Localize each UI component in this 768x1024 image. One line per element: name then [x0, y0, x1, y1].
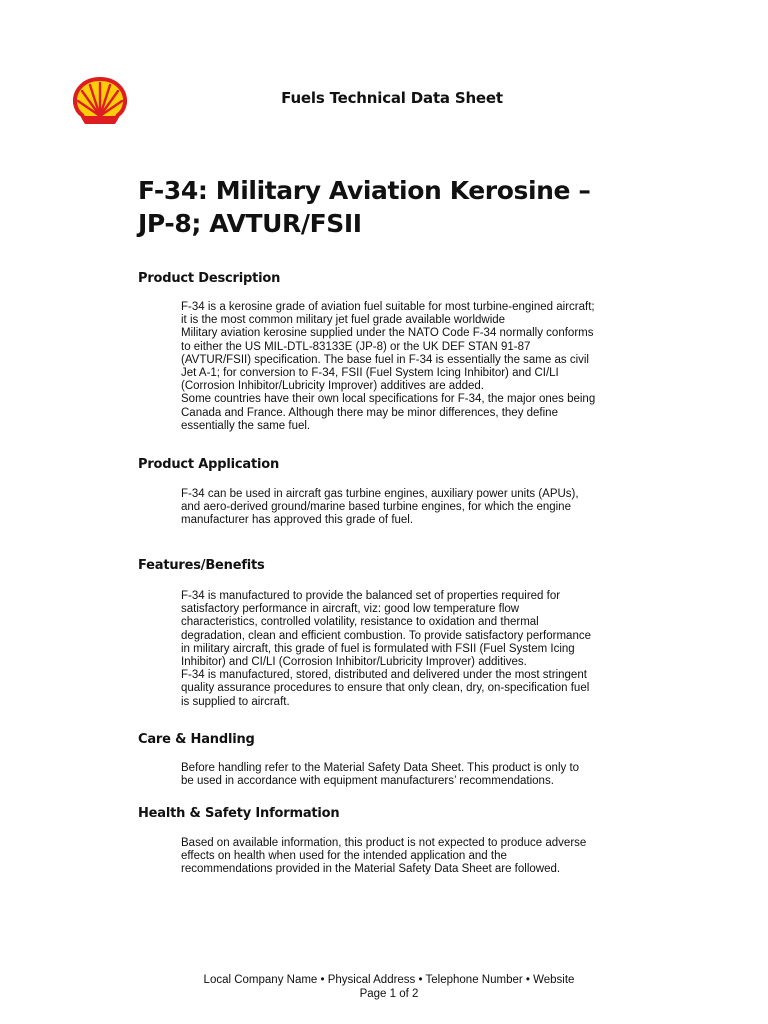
section-care-handling [138, 732, 638, 788]
text-line: F-34 is manufactured to provide the balanced set of properties required for [181, 590, 561, 602]
text-line: (Corrosion Inhibitor/Lubricity Improver) additives are added. [181, 380, 484, 393]
document-title [138, 174, 698, 240]
text-line: Before handling refer to the Material Safety Data Sheet. This product is only to [181, 762, 580, 774]
section-heading: Care & Handling [138, 732, 255, 747]
page-footer [0, 973, 768, 1001]
text-line: satisfactory performance in aircraft, viz: good low temperature flow [181, 603, 520, 616]
text-line: Based on available information, this product is not expected to produce adverse [181, 837, 587, 849]
section-health-safety [138, 806, 638, 877]
text-line: and aero-derived ground/marine based turbine engines, for which the engine [181, 501, 571, 514]
text-line: characteristics, controlled volatility, resistance to oxidation and thermal [181, 616, 539, 629]
text-line: F-34 is manufactured, stored, distributed and delivered under the most stringent [181, 669, 587, 682]
document-header-title: Fuels Technical Data Sheet [281, 89, 503, 107]
document-title-line-2: JP-8; AVTUR/FSII [138, 209, 362, 238]
section-heading: Health & Safety Information [138, 806, 340, 821]
text-line: it is the most common military jet fuel grade available worldwide [181, 314, 506, 327]
section-body [181, 301, 621, 433]
text-line: essentially the same fuel. [181, 419, 311, 432]
text-line: Some countries have their own local specifications for F-34, the major ones being [181, 393, 596, 406]
text-line: effects on health when used for the intended application and the [181, 850, 507, 863]
text-line: in military aircraft, this grade of fuel is formulated with FSII (Fuel System Icing [181, 642, 575, 655]
section-body [181, 762, 621, 788]
text-line: is supplied to aircraft. [181, 695, 290, 708]
section-product-application [138, 457, 638, 528]
text-line: recommendations provided in the Material Safety Data Sheet are followed. [181, 863, 561, 876]
section-body [181, 837, 621, 877]
footer-company-info: Local Company Name • Physical Address • Telephone Number • Website [203, 974, 575, 986]
section-heading: Product Application [138, 457, 279, 472]
text-line: to either the US MIL-DTL-83133E (JP-8) or the UK DEF STAN 91-87 [181, 340, 531, 353]
text-line: degradation, clean and efficient combustion. To provide satisfactory performance [181, 629, 591, 642]
section-body [181, 488, 621, 528]
section-heading: Product Description [138, 271, 281, 286]
text-line: manufacturer has approved this grade of fuel. [181, 514, 414, 527]
text-line: be used in accordance with equipment manufacturers’ recommendations. [181, 775, 554, 788]
document-title-line-1: F-34: Military Aviation Kerosine – [138, 176, 591, 205]
section-features-benefits [138, 558, 638, 709]
text-line: Military aviation kerosine supplied under the NATO Code F-34 normally conforms [181, 327, 594, 340]
section-product-description [138, 271, 638, 433]
text-line: quality assurance procedures to ensure that only clean, dry, on-specification fuel [181, 682, 590, 695]
text-line: Canada and France. Although there may be minor differences, they define [181, 406, 558, 419]
text-line: F-34 is a kerosine grade of aviation fuel suitable for most turbine-engined aircraft; [181, 301, 595, 313]
text-line: Inhibitor) and CI/LI (Corrosion Inhibitor/Lubricity Improver) additives. [181, 656, 527, 669]
text-line: (AVTUR/FSII) specification. The base fuel in F-34 is essentially the same as civil [181, 353, 589, 366]
page-number: Page 1 of 2 [359, 988, 419, 1000]
section-heading: Features/Benefits [138, 558, 265, 573]
text-line: Jet A-1; for conversion to F-34, FSII (Fuel System Icing Inhibitor) and CI/LI [181, 367, 559, 380]
text-line: F-34 can be used in aircraft gas turbine engines, auxiliary power units (APUs), [181, 488, 579, 500]
section-body [181, 590, 621, 709]
